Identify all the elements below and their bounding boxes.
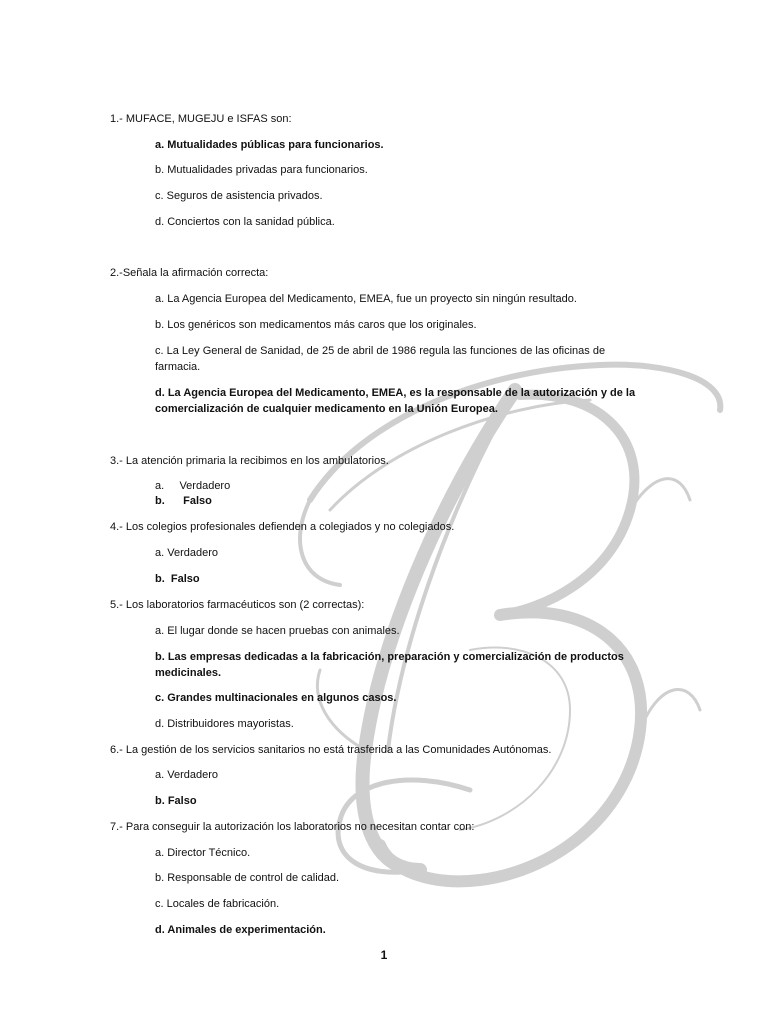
question-7: 7.- Para conseguir la autorización los laboratorios no necesitan contar con: — [110, 821, 475, 833]
option-2b: b. Los genéricos son medicamentos más caros que los originales. — [155, 319, 477, 331]
question-3: 3.- La atención primaria la recibimos en los ambulatorios. — [110, 455, 389, 467]
question-1: 1.- MUFACE, MUGEJU e ISFAS son: — [110, 113, 292, 125]
question-5: 5.- Los laboratorios farmacéuticos son (2 correctas): — [110, 599, 365, 611]
option-5d: d. Distribuidores mayoristas. — [155, 718, 294, 730]
option-6b: b. Falso — [155, 795, 197, 807]
option-2d: d. La Agencia Europea del Medicamento, EMEA, es la responsable de la autorización y de la comercialización de cualquier medicamento en la Unión Europea. — [155, 387, 636, 415]
option-1a: a. Mutualidades públicas para funcionarios. — [155, 139, 384, 151]
option-2c: c. La Ley General de Sanidad, de 25 de abril de 1986 regula las funciones de las oficinas de farmacia. — [155, 345, 606, 373]
option-4a: a. Verdadero — [155, 547, 218, 559]
page-number: 1 — [380, 948, 388, 962]
option-7a: a. Director Técnico. — [155, 847, 251, 859]
question-2: 2.-Señala la afirmación correcta: — [110, 267, 269, 279]
question-6: 6.- La gestión de los servicios sanitarios no está trasferida a las Comunidades Autónomas. — [110, 744, 552, 756]
option-2a: a. La Agencia Europea del Medicamento, EMEA, fue un proyecto sin ningún resultado. — [155, 293, 577, 305]
option-7b: b. Responsable de control de calidad. — [155, 872, 340, 884]
option-6a: a. Verdadero — [155, 769, 218, 781]
option-7d: d. Animales de experimentación. — [155, 924, 326, 936]
option-7c: c. Locales de fabricación. — [155, 898, 280, 910]
option-4b: b. Falso — [155, 573, 200, 585]
option-3b: b. Falso — [155, 495, 212, 507]
option-1d: d. Conciertos con la sanidad pública. — [155, 216, 335, 228]
option-5c: c. Grandes multinacionales en algunos casos. — [155, 692, 397, 704]
option-5a: a. El lugar donde se hacen pruebas con animales. — [155, 625, 400, 637]
question-4: 4.- Los colegios profesionales defienden a colegiados y no colegiados. — [110, 521, 455, 533]
option-3a: a. Verdadero — [155, 480, 231, 492]
option-5b: b. Las empresas dedicadas a la fabricación, preparación y comercialización de productos medicinales. — [155, 651, 624, 679]
option-1c: c. Seguros de asistencia privados. — [155, 190, 323, 202]
option-1b: b. Mutualidades privadas para funcionarios. — [155, 164, 368, 176]
